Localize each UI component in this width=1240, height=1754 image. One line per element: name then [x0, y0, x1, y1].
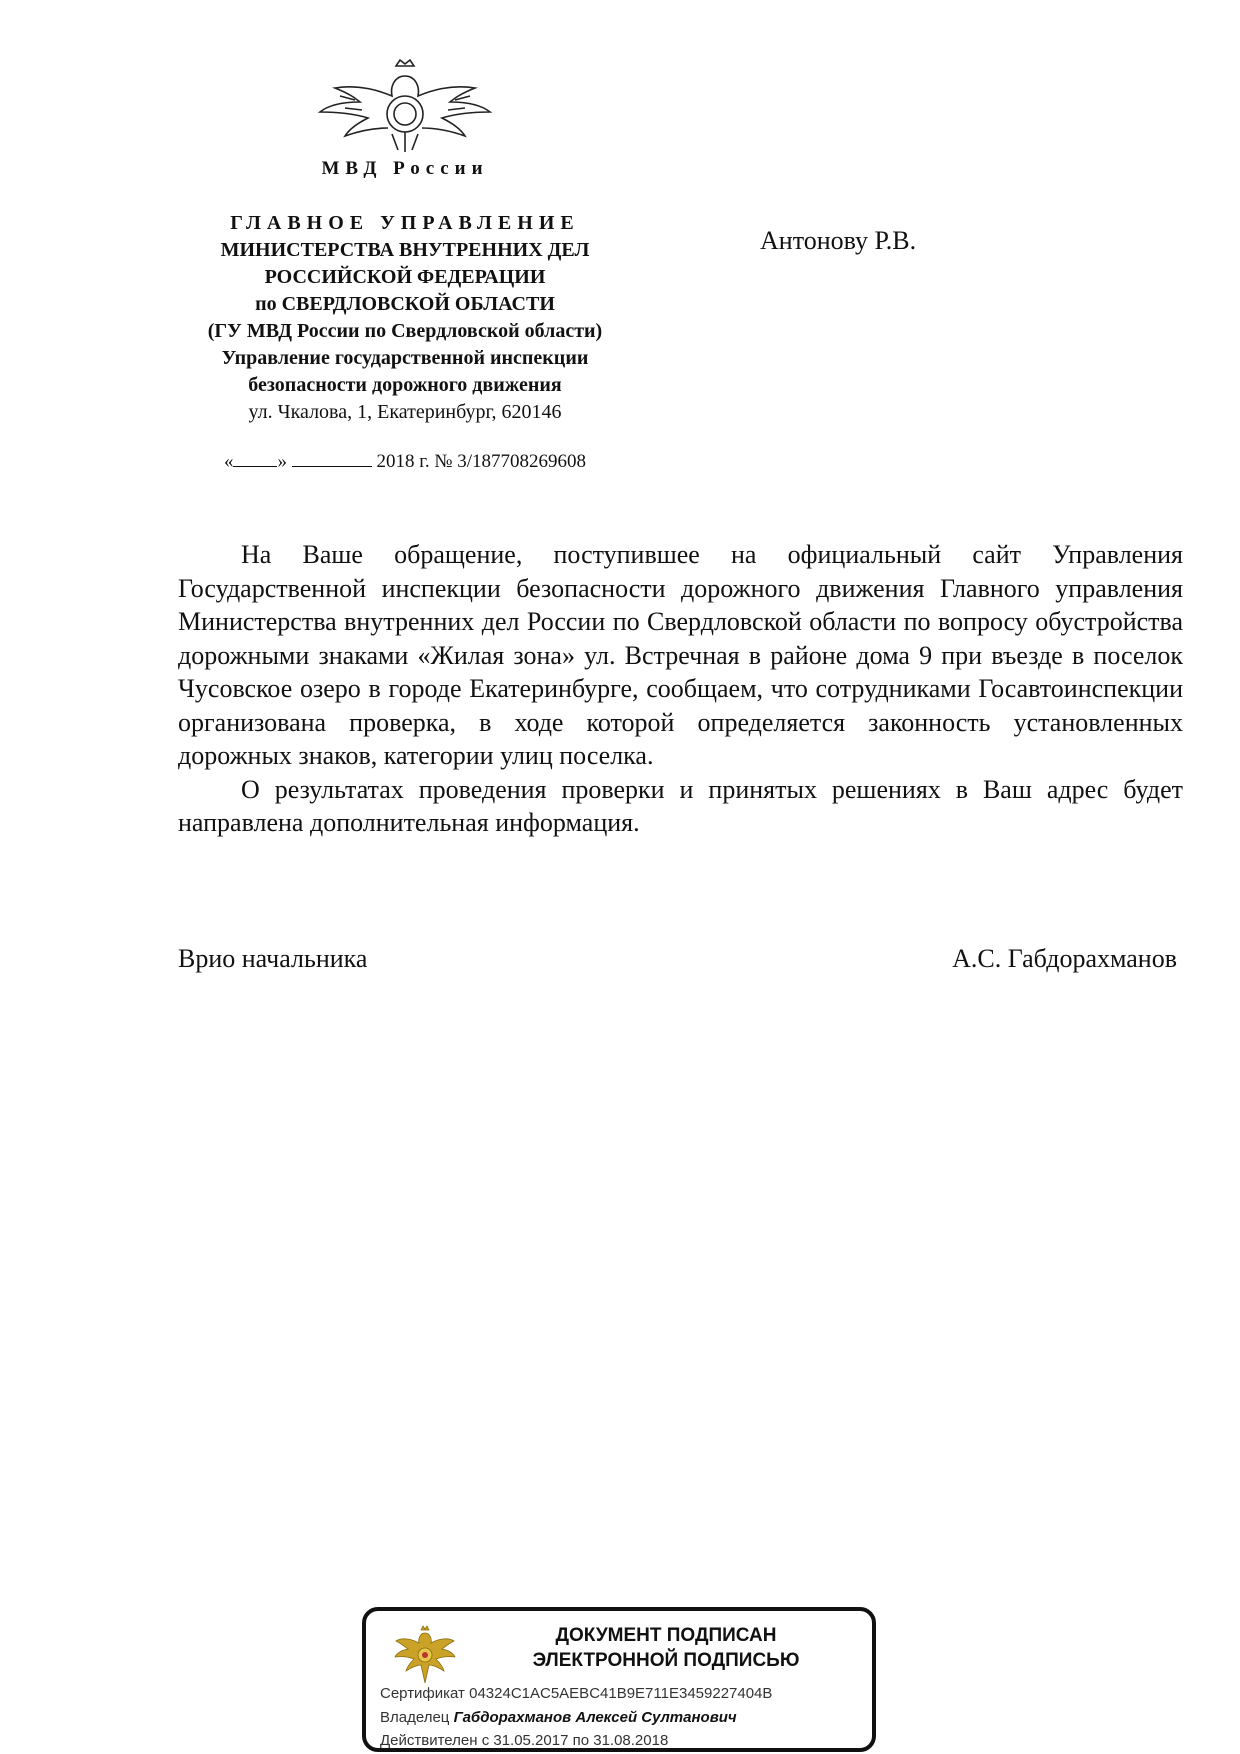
double-headed-eagle-emblem-icon [300, 56, 510, 156]
body-paragraph-2: О результатах проведения проверки и принятых решениях в Ваш адрес будет направлена дополнительная информация. [178, 774, 1183, 837]
stamp-owner-label: Владелец [380, 1709, 450, 1726]
letterhead-line-1: ГЛАВНОЕ УПРАВЛЕНИЕ [230, 212, 580, 234]
letterhead-line-7: безопасности дорожного движения [248, 374, 562, 396]
letterhead-line-3: РОССИЙСКОЙ ФЕДЕРАЦИИ [264, 266, 546, 288]
reg-open-quote: « [223, 451, 234, 472]
addressee: Антонову Р.В. [760, 226, 917, 255]
letter-body [178, 538, 1183, 840]
stamp-owner-row [380, 1709, 737, 1726]
stamp-heading-line-1: ДОКУМЕНТ ПОДПИСАН [555, 1625, 777, 1646]
signatory-name: А.С. Габдорахманов [952, 944, 1177, 973]
mvd-eagle-emblem-icon [392, 1625, 458, 1691]
letterhead [160, 210, 650, 426]
registration-line [160, 448, 650, 473]
reg-day-blank [233, 448, 277, 467]
reg-close-quote: » [277, 451, 287, 472]
stamp-owner-value: Габдорахманов Алексей Султанович [453, 1709, 737, 1726]
letterhead-line-2: МИНИСТЕРСТВА ВНУТРЕННИХ ДЕЛ [220, 239, 590, 261]
stamp-cert-label: Сертификат [380, 1685, 465, 1702]
ministry-short-name: МВД России [321, 158, 489, 179]
stamp-heading-line-2: ЭЛЕКТРОННОЙ ПОДПИСЬЮ [532, 1650, 800, 1671]
stamp-certificate-row [380, 1685, 772, 1702]
letterhead-line-6: Управление государственной инспекции [221, 347, 589, 369]
reg-month-blank [292, 448, 372, 467]
signatory-title: Врио начальника [178, 944, 368, 973]
letterhead-line-5: (ГУ МВД России по Свердловской области) [207, 320, 603, 342]
stamp-cert-value: 04324C1AC5AEBC41B9E711E3459227404B [469, 1685, 773, 1702]
letterhead-address: ул. Чкалова, 1, Екатеринбург, 620146 [248, 401, 562, 423]
reg-number: 2018 г. № 3/187708269608 [376, 451, 587, 472]
letterhead-line-4: по СВЕРДЛОВСКОЙ ОБЛАСТИ [255, 293, 555, 315]
electronic-signature-stamp [362, 1607, 876, 1752]
stamp-heading [476, 1623, 856, 1673]
stamp-validity-row: Действителен с 31.05.2017 по 31.08.2018 [380, 1732, 669, 1749]
body-paragraph-1: На Ваше обращение, поступившее на официальный сайт Управления Государственной инспекции безопасности дорожного движения Главного управления Министерства внутренних дел России по Свердловской области по вопросу обустройства дорожными знаками «Жилая зона» ул. Встречная в районе дома 9 при въезде в поселок Чусовское озеро в городе Екатеринбурге, сообщаем, что сотрудниками Госавтоинспекции организована проверка, в ходе которой определяется законность установленных дорожных знаков, категории улиц поселка. [178, 540, 1183, 770]
